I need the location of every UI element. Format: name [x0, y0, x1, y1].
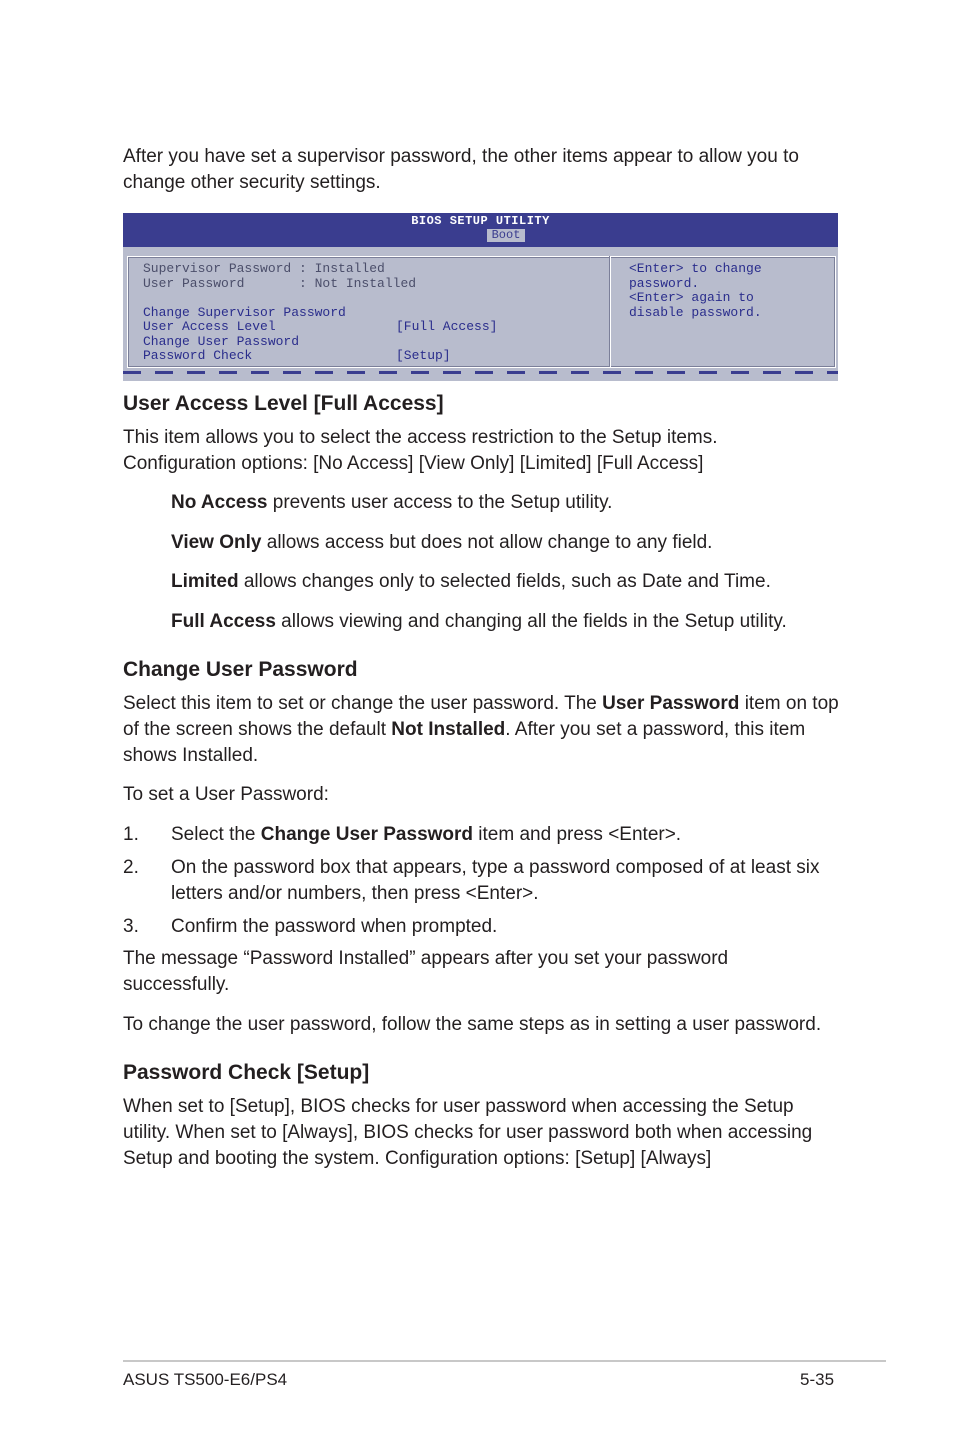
intro-paragraph: After you have set a supervisor password, the other items appear to allow you to change other security settings. — [123, 146, 799, 193]
bios-header — [123, 213, 838, 247]
bios-item-user-access-level-value: [Full Access] — [396, 319, 498, 334]
step-2-number: 2. — [123, 857, 139, 878]
option-view-only — [171, 530, 851, 556]
bios-help-line-4: disable password. — [629, 304, 762, 320]
bios-item-password-check: Password Check — [143, 348, 253, 363]
bios-status-supervisor: Supervisor Password : Installed — [143, 261, 385, 276]
bios-item-change-supervisor-password: Change Supervisor Password — [143, 304, 346, 320]
bios-title: BIOS SETUP UTILITY — [411, 214, 550, 228]
section-heading-password-check: Password Check [Setup] — [123, 1061, 370, 1084]
set-user-password-intro: To set a User Password: — [123, 784, 329, 805]
option-term: View Only — [171, 532, 262, 553]
option-term: Full Access — [171, 611, 276, 632]
section-heading-user-access-level: User Access Level [Full Access] — [123, 392, 444, 415]
bios-bottom-dashes — [123, 371, 838, 374]
bios-help-line-3: <Enter> again to — [629, 290, 754, 305]
password-check-paragraph: When set to [Setup], BIOS checks for user password when accessing the Setup utility. When set to [Always], BIOS checks for user password both when accessing Setup and booting the system. Configuration options: [Setup] [Always] — [123, 1096, 813, 1169]
bios-divider — [610, 256, 611, 367]
bios-help-line-1: <Enter> to change — [629, 261, 762, 276]
bios-help-line-2: password. — [629, 275, 700, 291]
text: . After you set a password, this item shows Installed. — [123, 719, 806, 766]
text: item and press <Enter>. — [473, 824, 682, 845]
step-3-number: 3. — [123, 916, 139, 937]
bold-change-user-password: Change User Password — [260, 824, 474, 845]
bios-status-user: User Password : Not Installed — [143, 275, 417, 291]
bold-not-installed: Not Installed — [391, 719, 506, 740]
bios-item-change-user-password: Change User Password — [143, 333, 300, 349]
option-desc: prevents user access to the Setup utility. — [267, 492, 613, 513]
bios-screenshot — [123, 213, 838, 381]
option-desc: allows access but does not allow change to any field. — [261, 532, 713, 553]
footer-page-number: 5-35 — [800, 1370, 835, 1389]
step-2-text: On the password box that appears, type a password composed of at least six letters and/or numbers, then press <Enter>. — [171, 857, 820, 904]
step-3-text: Confirm the password when prompted. — [171, 916, 498, 937]
text: item on top of the screen shows the default — [123, 693, 839, 740]
step-1-text — [171, 822, 851, 848]
bios-item-password-check-value: [Setup] — [396, 348, 451, 363]
change-user-password-paragraph — [123, 691, 843, 769]
option-desc: allows changes only to selected fields, such as Date and Time. — [238, 571, 771, 592]
option-full-access — [171, 609, 851, 635]
password-installed-paragraph: The message “Password Installed” appears after you set your password successfully. — [123, 948, 729, 995]
footer-rule — [123, 1360, 886, 1362]
option-limited — [171, 569, 851, 595]
change-password-paragraph: To change the user password, follow the same steps as in setting a user password. — [123, 1014, 822, 1035]
user-access-line-1: This item allows you to select the access restriction to the Setup items. — [123, 427, 718, 448]
text: Select the — [171, 824, 261, 845]
bios-tab-boot: Boot — [487, 229, 525, 242]
step-1-number: 1. — [123, 824, 139, 845]
user-access-line-2: Configuration options: [No Access] [View Only] [Limited] [Full Access] — [123, 453, 704, 474]
option-term: Limited — [171, 571, 239, 592]
footer-product-name: ASUS TS500-E6/PS4 — [123, 1370, 288, 1389]
text: Select this item to set or change the user password. The — [123, 693, 603, 714]
bios-item-user-access-level: User Access Level — [143, 319, 276, 334]
bold-user-password: User Password — [602, 693, 740, 714]
option-desc: allows viewing and changing all the fields in the Setup utility. — [275, 611, 787, 632]
section-heading-change-user-password: Change User Password — [123, 658, 358, 681]
option-no-access — [171, 490, 851, 516]
option-term: No Access — [171, 492, 268, 513]
